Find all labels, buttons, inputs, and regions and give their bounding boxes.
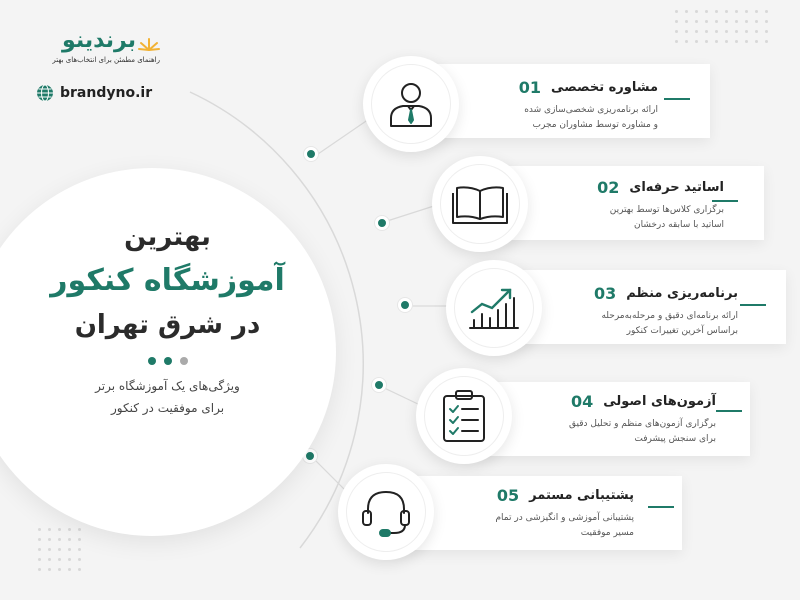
feature-dash-4	[716, 410, 742, 412]
feature-icon-circle-3	[446, 260, 542, 356]
hero-title-line1: بهترین	[124, 222, 211, 252]
feature-text-3	[548, 284, 738, 339]
feature-desc-3-line2: براساس آخرین تغییرات کنکور	[626, 326, 738, 336]
hero-subtitle-line2: برای موفقیت در کنکور	[110, 401, 225, 415]
timeline-node-3	[398, 298, 412, 312]
feature-title-5: پشتیبانی مستمر	[529, 488, 634, 503]
dot-gray	[180, 357, 188, 365]
feature-number-4: 04	[570, 392, 594, 411]
feature-icon-circle-5	[338, 464, 434, 560]
growth-chart-icon	[466, 284, 522, 332]
title-dots	[40, 357, 295, 365]
logo-tagline: راهنمای مطمئن برای انتخاب‌های بهتر	[52, 56, 160, 64]
feature-desc-4	[520, 417, 716, 447]
dot-accent	[148, 357, 156, 365]
feature-desc-2-line2: اساتید با سابقه درخشان	[633, 220, 724, 230]
headset-icon	[360, 487, 412, 537]
feature-number-5: 05	[496, 486, 520, 505]
consultant-icon	[385, 78, 437, 130]
feature-desc-3-line1: ارائه برنامه‌ای دقیق و مرحله‌به‌مرحله	[601, 311, 738, 321]
feature-desc-3	[548, 309, 738, 339]
website-text: brandyno.ir	[60, 85, 153, 101]
timeline-node-2	[375, 216, 389, 230]
feature-desc-5-line2: مسیر موفقیت	[580, 528, 634, 538]
feature-icon-circle-1	[363, 56, 459, 152]
feature-desc-1	[468, 103, 658, 133]
feature-text-4	[520, 392, 716, 447]
feature-desc-4-line1: برگزاری آزمون‌های منظم و تحلیل دقیق	[569, 419, 716, 429]
feature-icon-circle-4	[416, 368, 512, 464]
feature-number-3: 03	[593, 284, 617, 303]
hero-subtitle-line1: ویژگی‌های یک آموزشگاه برتر	[95, 379, 240, 393]
hero-title-line2: آموزشگاه کنکور	[50, 263, 285, 298]
feature-text-5	[444, 486, 634, 541]
feature-dash-1	[664, 98, 690, 100]
feature-desc-5	[444, 511, 634, 541]
feature-icon-circle-2	[432, 156, 528, 252]
feature-desc-1-line2: و مشاوره توسط مشاوران مجرب	[532, 120, 658, 130]
hero-title-line3: در شرق تهران	[74, 310, 261, 340]
timeline-node-4	[372, 378, 386, 392]
feature-dash-2	[712, 200, 738, 202]
feature-text-2	[534, 178, 724, 233]
timeline-node-1	[304, 147, 318, 161]
feature-text-1	[468, 78, 658, 133]
feature-title-2: اساتید حرفه‌ای	[629, 180, 724, 195]
dot-accent	[164, 357, 172, 365]
feature-dash-3	[740, 304, 766, 306]
hero-subtitle	[40, 375, 295, 419]
feature-desc-2-line1: برگزاری کلاس‌ها توسط بهترین	[609, 205, 724, 215]
feature-dash-5	[648, 506, 674, 508]
feature-desc-4-line2: برای سنجش پیشرفت	[634, 434, 716, 444]
feature-desc-1-line1: ارائه برنامه‌ریزی شخصی‌سازی شده	[524, 105, 658, 115]
feature-title-4: آزمون‌های اصولی	[603, 394, 716, 409]
feature-desc-5-line1: پشتیبانی آموزشی و انگیزشی در تمام	[495, 513, 634, 523]
feature-title-1: مشاوره تخصصی	[551, 80, 658, 95]
feature-number-2: 02	[597, 178, 620, 197]
feature-number-1: 01	[518, 78, 542, 97]
logo-text: برندینو	[62, 28, 136, 53]
feature-title-3: برنامه‌ریزی منظم	[626, 286, 738, 301]
hero-title-block	[40, 215, 295, 419]
open-book-icon	[451, 183, 509, 225]
feature-desc-2	[534, 203, 724, 233]
checklist-icon	[441, 389, 487, 443]
